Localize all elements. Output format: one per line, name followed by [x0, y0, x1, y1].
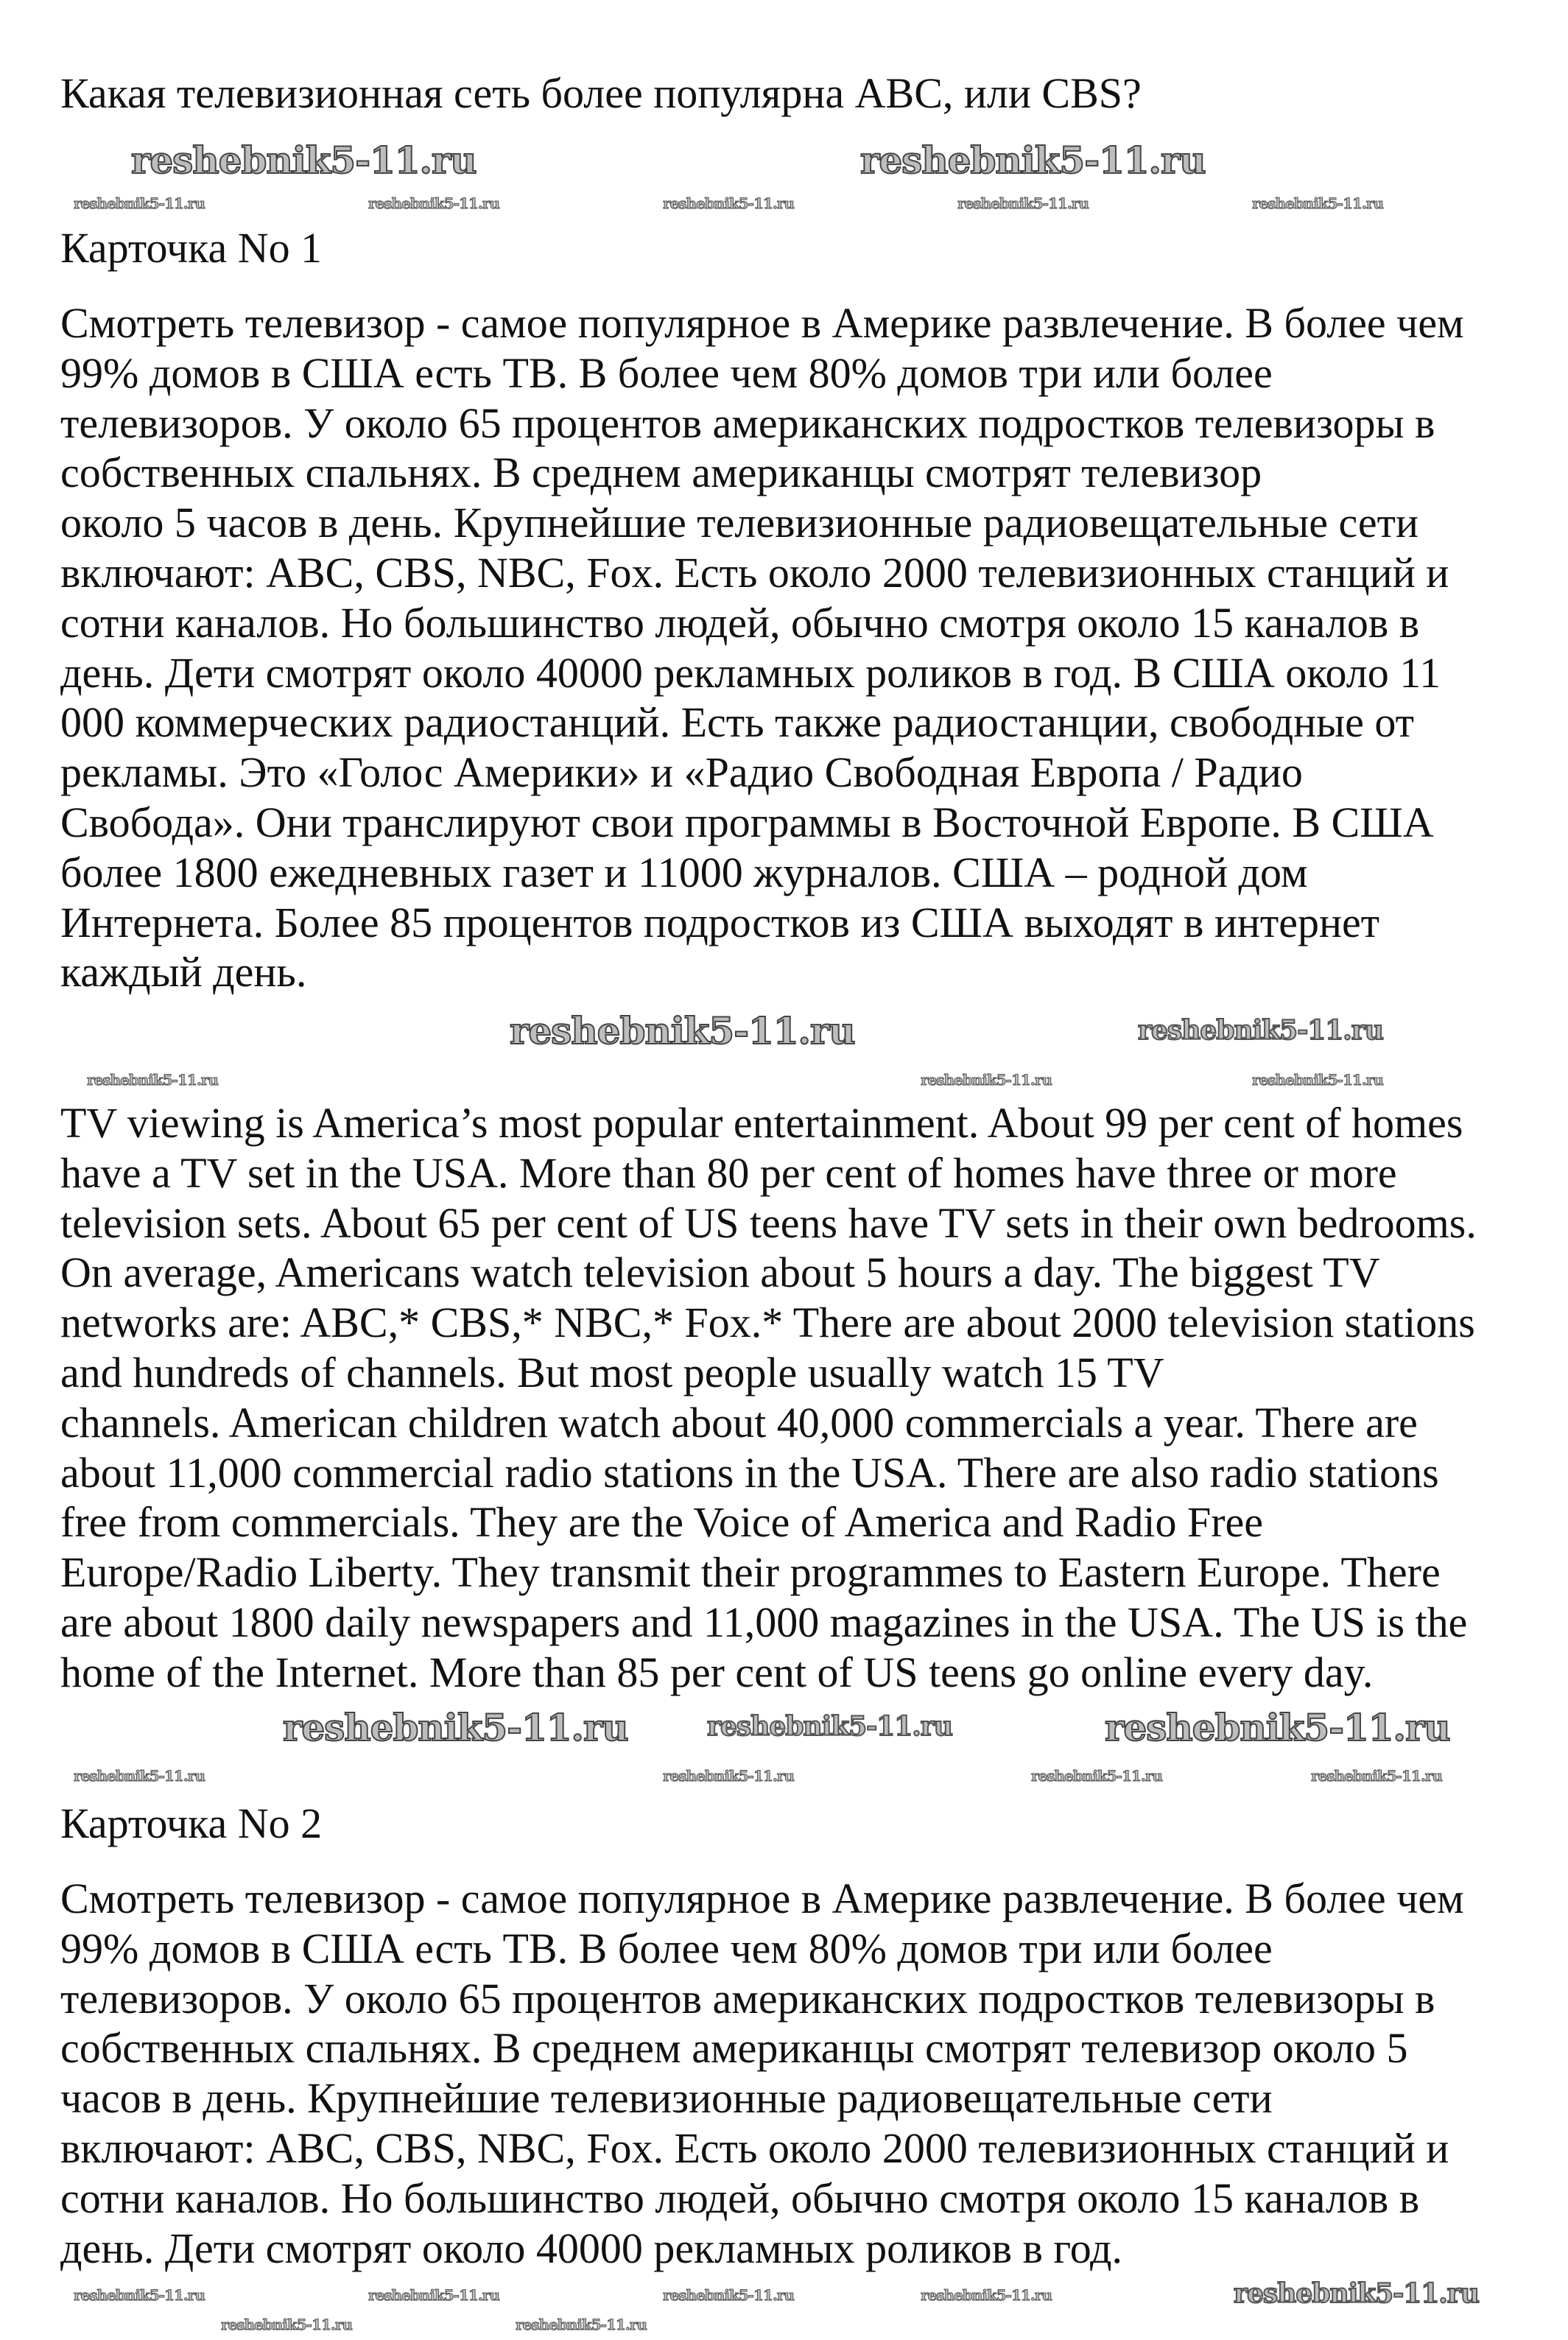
card-1-english-text — [60, 1098, 1477, 1698]
text-line: сотни каналов. Но большинство людей, обычно смотря около 15 каналов в — [60, 2174, 1420, 2222]
watermark: reshebnik5-11.ru — [957, 194, 1089, 212]
card-2-russian-text — [60, 1874, 1464, 2273]
text-line: часов в день. Крупнейшие телевизионные радиовещательные сети — [60, 2074, 1273, 2123]
text-line: networks are: ABC,* CBS,* NBC,* Fox.* There are about 2000 television stations — [60, 1299, 1475, 1347]
watermark: reshebnik5-11.ru — [87, 1071, 218, 1089]
watermark: reshebnik5-11.ru — [1252, 1071, 1383, 1089]
text-line: день. Дети смотрят около 40000 рекламных роликов в год. В США около 11 — [60, 648, 1441, 697]
text-line: Смотреть телевизор - самое популярное в Америке развлечение. В более чем — [60, 299, 1464, 347]
watermark: reshebnik5-11.ru — [921, 1071, 1052, 1089]
text-line: включают: ABC, CBS, NBC, Fox. Есть около 2000 телевизионных станций и — [60, 2123, 1449, 2172]
text-line: каждый день. — [60, 948, 307, 997]
watermark: reshebnik5-11.ru — [663, 194, 794, 212]
watermark: reshebnik5-11.ru — [1311, 1767, 1442, 1785]
question-heading: Какая телевизионная сеть более популярна ABC, или CBS? — [60, 69, 1142, 117]
text-line: рекламы. Это «Голос Америки» и «Радио Свободная Европа / Радио — [60, 748, 1303, 797]
text-line: 99% домов в США есть ТВ. В более чем 80% домов три или более — [60, 348, 1273, 397]
watermark: reshebnik5-11.ru — [368, 2286, 499, 2304]
text-line: Интернета. Более 85 процентов подростков из США выходят в интернет — [60, 898, 1380, 946]
text-line: channels. American children watch about 40,000 commercials a year. There are — [60, 1398, 1418, 1447]
text-line: Europe/Radio Liberty. They transmit their programmes to Eastern Europe. There — [60, 1548, 1441, 1597]
watermark: reshebnik5-11.ru — [921, 2286, 1052, 2304]
watermark: reshebnik5-11.ru — [510, 1009, 855, 1053]
text-line: Свобода». Они транслируют свои программы в Восточной Европе. В США — [60, 798, 1434, 846]
text-line: собственных спальнях. В среднем американцы смотрят телевизор — [60, 449, 1262, 497]
card-1-title: Карточка No 1 — [60, 224, 323, 272]
watermark: reshebnik5-11.ru — [1252, 194, 1383, 212]
watermark: reshebnik5-11.ru — [1234, 2278, 1479, 2309]
text-line: have a TV set in the USA. More than 80 per cent of homes have three or more — [60, 1148, 1397, 1197]
watermark: reshebnik5-11.ru — [74, 2286, 205, 2304]
text-line: Смотреть телевизор - самое популярное в Америке развлечение. В более чем — [60, 1875, 1464, 1922]
text-line: сотни каналов. Но большинство людей, обычно смотря около 15 каналов в — [60, 598, 1420, 647]
text-line: TV viewing is America’s most popular entertainment. About 99 per cent of homes — [60, 1099, 1463, 1147]
text-line: телевизоров. У около 65 процентов американских подростков телевизоры в — [60, 398, 1435, 447]
watermark: reshebnik5-11.ru — [131, 138, 477, 182]
watermark: reshebnik5-11.ru — [707, 1711, 952, 1742]
text-line: телевизоров. У около 65 процентов американских подростков телевизоры в — [60, 1974, 1435, 2023]
text-line: On average, Americans watch television about 5 hours a day. The biggest TV — [60, 1248, 1380, 1297]
watermark: reshebnik5-11.ru — [1138, 1015, 1383, 1046]
watermark: reshebnik5-11.ru — [221, 2316, 352, 2333]
card-2-title: Карточка No 2 — [60, 1799, 323, 1847]
watermark: reshebnik5-11.ru — [74, 1767, 205, 1785]
watermark: reshebnik5-11.ru — [860, 138, 1206, 182]
text-line: собственных спальнях. В среднем американцы смотрят телевизор около 5 — [60, 2024, 1408, 2073]
text-line: более 1800 ежедневных газет и 11000 журналов. США – родной дом — [60, 848, 1308, 896]
watermark: reshebnik5-11.ru — [663, 1767, 794, 1785]
text-line: television sets. About 65 per cent of US teens have TV sets in their own bedrooms. — [60, 1198, 1477, 1247]
text-line: home of the Internet. More than 85 per cent of US teens go online every day. — [60, 1648, 1374, 1696]
text-line: день. Дети смотрят около 40000 рекламных роликов в год. — [60, 2224, 1123, 2272]
text-line: free from commercials. They are the Voice of America and Radio Free — [60, 1498, 1264, 1547]
text-line: and hundreds of channels. But most people usually watch 15 TV — [60, 1348, 1164, 1396]
watermark: reshebnik5-11.ru — [516, 2316, 647, 2333]
watermark: reshebnik5-11.ru — [663, 2286, 794, 2304]
text-line: включают: ABC, CBS, NBC, Fox. Есть около 2000 телевизионных станций и — [60, 548, 1449, 597]
text-line: 99% домов в США есть ТВ. В более чем 80% домов три или более — [60, 1924, 1273, 1972]
watermark: reshebnik5-11.ru — [1031, 1767, 1162, 1785]
watermark: reshebnik5-11.ru — [283, 1706, 628, 1749]
watermark: reshebnik5-11.ru — [1105, 1706, 1450, 1749]
text-line: are about 1800 daily newspapers and 11,000 magazines in the USA. The US is the — [60, 1598, 1468, 1646]
text-line: около 5 часов в день. Крупнейшие телевизионные радиовещательные сети — [60, 499, 1419, 547]
watermark: reshebnik5-11.ru — [368, 194, 499, 212]
watermark: reshebnik5-11.ru — [74, 194, 205, 212]
card-1-russian-text — [60, 298, 1464, 997]
text-line: about 11,000 commercial radio stations in the USA. There are also radio stations — [60, 1448, 1439, 1497]
text-line: 000 коммерческих радиостанций. Есть также радиостанции, свободные от — [60, 698, 1414, 747]
